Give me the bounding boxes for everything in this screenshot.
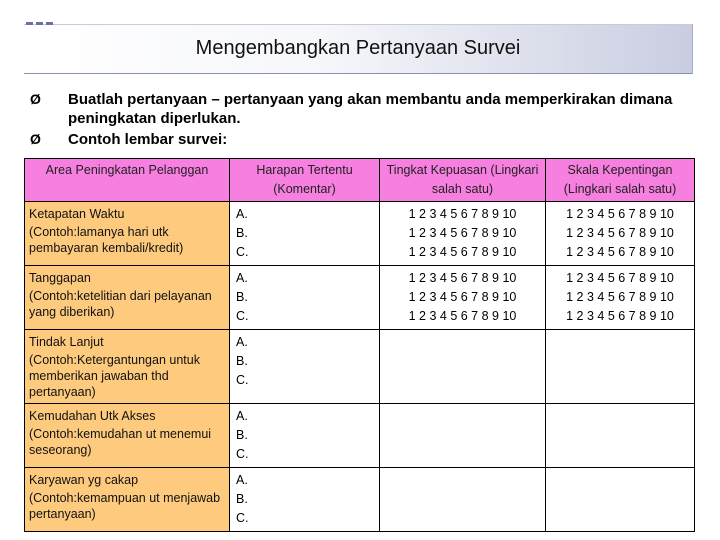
importance-scale: 1 2 3 4 5 6 7 8 9 10 <box>566 226 674 240</box>
area-cell <box>25 468 230 532</box>
comment-option: A. <box>236 271 248 285</box>
comment-option: C. <box>236 309 249 323</box>
area-example: (Contoh:ketelitian dari pelayanan yang diberikan) <box>29 289 212 319</box>
table-row <box>25 468 695 532</box>
comment-cell <box>230 266 380 330</box>
importance-scale: 1 2 3 4 5 6 7 8 9 10 <box>566 290 674 304</box>
comment-option: A. <box>236 335 248 349</box>
bullet-text: Buatlah pertanyaan – pertanyaan yang akan membantu anda memperkirakan dimana peningkatan diperlukan. <box>68 91 673 127</box>
satisfaction-scale: 1 2 3 4 5 6 7 8 9 10 <box>408 207 517 221</box>
table-row <box>25 404 695 468</box>
area-cell <box>25 266 230 330</box>
importance-scale: 1 2 3 4 5 6 7 8 9 10 <box>566 309 674 323</box>
area-example: (Contoh:lamanya hari utk pembayaran kembali/kredit) <box>29 225 184 255</box>
comment-cell <box>230 202 380 266</box>
satisfaction-cell <box>380 266 546 330</box>
comment-option: B. <box>236 226 248 240</box>
decorative-dashes <box>26 22 56 25</box>
importance-scale: 1 2 3 4 5 6 7 8 9 10 <box>566 207 674 221</box>
importance-cell <box>546 468 695 532</box>
satisfaction-cell <box>380 330 546 404</box>
bullet-item <box>30 130 690 149</box>
comment-option: B. <box>236 354 248 368</box>
comment-option: A. <box>236 409 248 423</box>
satisfaction-scale: 1 2 3 4 5 6 7 8 9 10 <box>408 271 517 285</box>
slide-title: Mengembangkan Pertanyaan Survei <box>195 37 521 59</box>
satisfaction-cell <box>380 468 546 532</box>
header-expectation: Harapan Tertentu (Komentar) <box>230 159 380 202</box>
importance-cell <box>546 330 695 404</box>
satisfaction-scale: 1 2 3 4 5 6 7 8 9 10 <box>408 309 517 323</box>
table-row <box>25 202 695 266</box>
comment-option: B. <box>236 290 248 304</box>
area-title: Tindak Lanjut <box>29 335 104 349</box>
importance-cell <box>546 404 695 468</box>
comment-option: C. <box>236 245 249 259</box>
area-example: (Contoh:kemudahan ut menemui seseorang) <box>29 427 212 457</box>
importance-cell <box>546 202 695 266</box>
arrow-bullet-icon: Ø <box>30 91 41 107</box>
area-title: Ketapatan Waktu <box>29 207 125 221</box>
comment-option: A. <box>236 207 248 221</box>
satisfaction-scale: 1 2 3 4 5 6 7 8 9 10 <box>408 290 517 304</box>
satisfaction-cell <box>380 202 546 266</box>
satisfaction-scale: 1 2 3 4 5 6 7 8 9 10 <box>408 245 517 259</box>
comment-option: C. <box>236 373 249 387</box>
importance-scale: 1 2 3 4 5 6 7 8 9 10 <box>566 271 674 285</box>
table-row <box>25 330 695 404</box>
header-satisfaction: Tingkat Kepuasan (Lingkari salah satu) <box>380 159 546 202</box>
table-header-row <box>25 159 695 202</box>
arrow-bullet-icon: Ø <box>30 131 41 147</box>
table-row <box>25 266 695 330</box>
bullet-text: Contoh lembar survei: <box>68 131 228 148</box>
comment-cell <box>230 404 380 468</box>
comment-option: B. <box>236 492 248 506</box>
area-cell <box>25 404 230 468</box>
satisfaction-scale: 1 2 3 4 5 6 7 8 9 10 <box>408 226 517 240</box>
area-title: Kemudahan Utk Akses <box>29 409 156 423</box>
area-cell <box>25 330 230 404</box>
title-bar <box>24 24 693 74</box>
comment-cell <box>230 330 380 404</box>
satisfaction-cell <box>380 404 546 468</box>
importance-scale: 1 2 3 4 5 6 7 8 9 10 <box>566 245 674 259</box>
comment-option: C. <box>236 447 249 461</box>
comment-option: B. <box>236 428 248 442</box>
comment-option: C. <box>236 511 249 525</box>
area-example: (Contoh:kemampuan ut menjawab pertanyaan) <box>29 491 221 521</box>
comment-cell <box>230 468 380 532</box>
importance-cell <box>546 266 695 330</box>
header-importance: Skala Kepentingan (Lingkari salah satu) <box>546 159 695 202</box>
area-cell <box>25 202 230 266</box>
area-example: (Contoh:Ketergantungan untuk memberikan jawaban thd pertanyaan) <box>29 353 200 399</box>
header-area: Area Peningkatan Pelanggan <box>25 159 230 202</box>
survey-table-body <box>25 202 695 532</box>
bullet-list <box>30 90 690 151</box>
bullet-item <box>30 90 690 128</box>
survey-table <box>24 158 695 532</box>
area-title: Tanggapan <box>29 271 91 285</box>
comment-option: A. <box>236 473 248 487</box>
area-title: Karyawan yg cakap <box>29 473 139 487</box>
